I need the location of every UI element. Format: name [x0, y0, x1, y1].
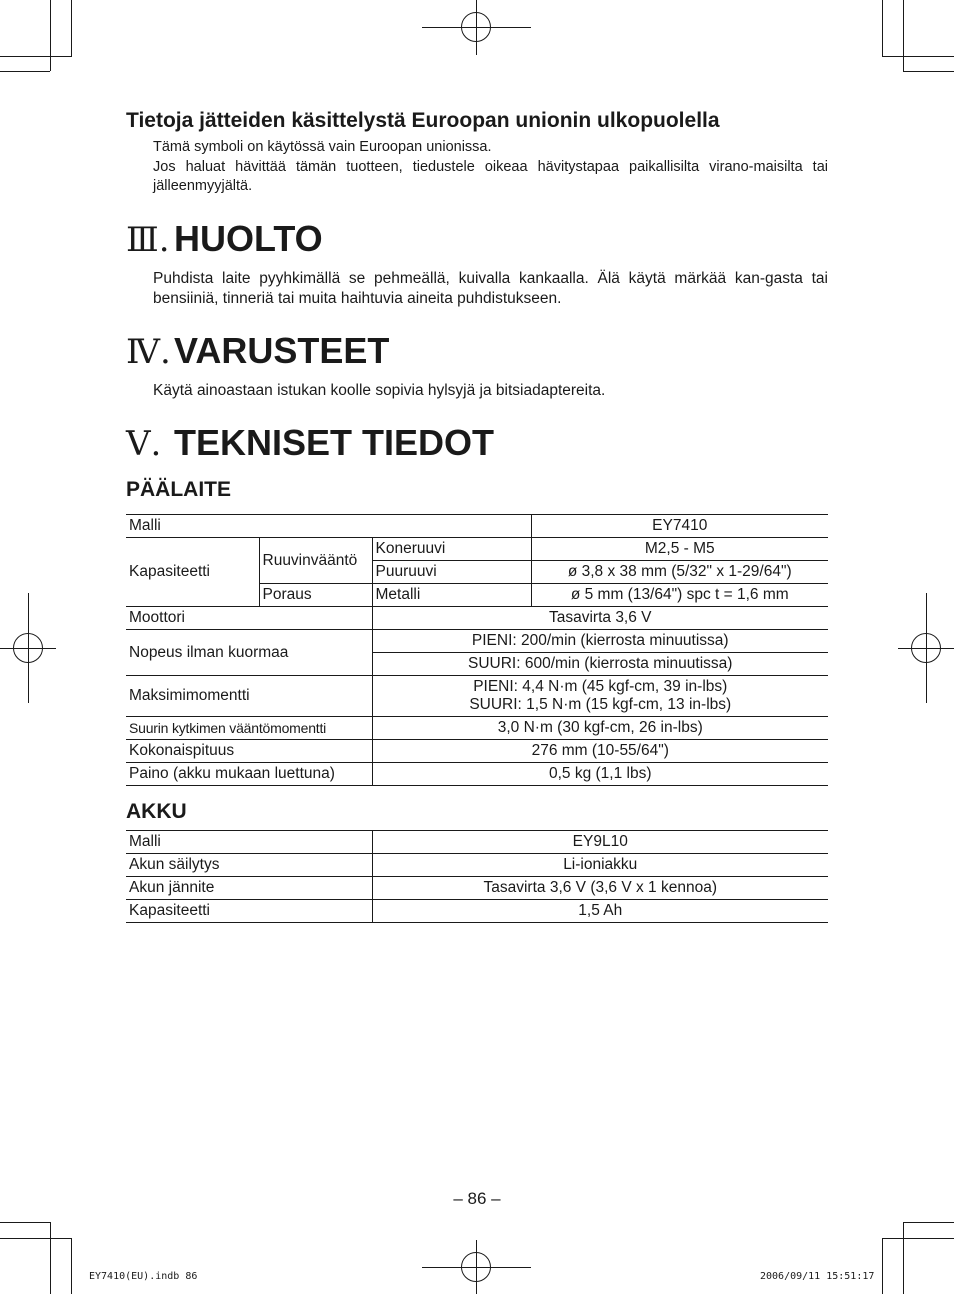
waste-line-1: Tämä symboli on käytössä vain Euroopan unionissa. — [153, 139, 492, 155]
spec-sublabel: Metalli — [372, 584, 531, 607]
spec-sublabel: Ruuvinvääntö — [259, 538, 372, 584]
spec-value-line: SUURI: 1,5 N·m (15 kgf-cm, 13 in-lbs) — [469, 696, 732, 713]
spec-value: ø 5 mm (13/64") spc t = 1,6 mm — [531, 584, 828, 607]
table-row — [126, 877, 828, 900]
section-title: VARUSTEET — [174, 330, 390, 371]
section-number: Ⅳ. — [126, 332, 171, 372]
table-row — [126, 538, 828, 561]
spec-value — [372, 676, 828, 717]
spec-label: Malli — [126, 515, 531, 538]
section-title: TEKNISET TIEDOT — [174, 422, 495, 463]
spec-value: 276 mm (10-55/64") — [372, 740, 828, 763]
spec-label: Moottori — [126, 607, 372, 630]
varusteet-text — [153, 381, 828, 401]
waste-line-2: Jos haluat hävittää tämän tuotteen, tiedustele oikeaa hävitystapaa paikallisilta virano-maisilta tai jälleenmyyjältä. — [153, 158, 828, 194]
spec-label: Paino (akku mukaan luettuna) — [126, 763, 372, 786]
table-row — [126, 630, 828, 653]
table-row — [126, 831, 828, 854]
section-title: HUOLTO — [174, 218, 323, 259]
section-huolto-heading — [126, 219, 323, 260]
spec-label: Maksimimomentti — [126, 676, 372, 717]
footer-timestamp: 2006/09/11 15:51:17 — [760, 1271, 875, 1282]
table-row — [126, 607, 828, 630]
spec-value: PIENI: 200/min (kierrosta minuutissa) — [372, 630, 828, 653]
table-row — [126, 763, 828, 786]
table-row — [126, 854, 828, 877]
spec-sublabel: Koneruuvi — [372, 538, 531, 561]
spec-value: EY9L10 — [372, 831, 828, 854]
section-number: Ⅴ. — [126, 424, 162, 464]
battery-spec-table — [126, 830, 828, 923]
spec-value: EY7410 — [531, 515, 828, 538]
spec-label: Kapasiteetti — [126, 538, 259, 607]
spec-label: Nopeus ilman kuormaa — [126, 630, 372, 676]
table-row — [126, 740, 828, 763]
spec-value: Li-ioniakku — [372, 854, 828, 877]
spec-value: M2,5 - M5 — [531, 538, 828, 561]
spec-value: Tasavirta 3,6 V — [372, 607, 828, 630]
main-unit-heading: PÄÄLAITE — [126, 478, 231, 501]
spec-value: 0,5 kg (1,1 lbs) — [372, 763, 828, 786]
spec-label: Suurin kytkimen vääntömomentti — [126, 717, 372, 740]
spec-label: Malli — [126, 831, 372, 854]
table-row — [126, 717, 828, 740]
table-row — [126, 676, 828, 717]
huolto-paragraph: Puhdista laite pyyhkimällä se pehmeällä, kuivalla kankaalla. Älä käytä märkää kan-gasta tai bensiiniä, tinneriä tai muita haihtuvia aineita puhdistukseen. — [153, 270, 828, 307]
spec-label: Akun säilytys — [126, 854, 372, 877]
section-number: Ⅲ. — [126, 220, 170, 260]
spec-value: ø 3,8 x 38 mm (5/32" x 1-29/64") — [531, 561, 828, 584]
spec-label: Kokonaispituus — [126, 740, 372, 763]
main-unit-spec-table — [126, 514, 828, 786]
spec-value: 1,5 Ah — [372, 900, 828, 923]
section-tekniset-heading — [126, 423, 494, 464]
waste-disposal-heading: Tietoja jätteiden käsittelystä Euroopan unionin ulkopuolella — [126, 109, 720, 132]
table-row — [126, 900, 828, 923]
spec-value: Tasavirta 3,6 V (3,6 V x 1 kennoa) — [372, 877, 828, 900]
spec-value: SUURI: 600/min (kierrosta minuutissa) — [372, 653, 828, 676]
varusteet-paragraph: Käytä ainoastaan istukan koolle sopivia hylsyjä ja bitsiadaptereita. — [153, 382, 606, 399]
table-row — [126, 515, 828, 538]
spec-value: 3,0 N·m (30 kgf-cm, 26 in-lbs) — [372, 717, 828, 740]
spec-label: Akun jännite — [126, 877, 372, 900]
footer-filename: EY7410(EU).indb 86 — [89, 1271, 198, 1282]
spec-sublabel: Poraus — [259, 584, 372, 607]
section-varusteet-heading — [126, 331, 389, 372]
spec-sublabel: Puuruuvi — [372, 561, 531, 584]
spec-value-line: PIENI: 4,4 N·m (45 kgf-cm, 39 in-lbs) — [473, 678, 728, 695]
spec-label: Kapasiteetti — [126, 900, 372, 923]
waste-disposal-text — [153, 138, 828, 197]
huolto-text — [153, 269, 828, 308]
page-number: – 86 – — [453, 1189, 501, 1208]
battery-heading: AKKU — [126, 800, 187, 823]
